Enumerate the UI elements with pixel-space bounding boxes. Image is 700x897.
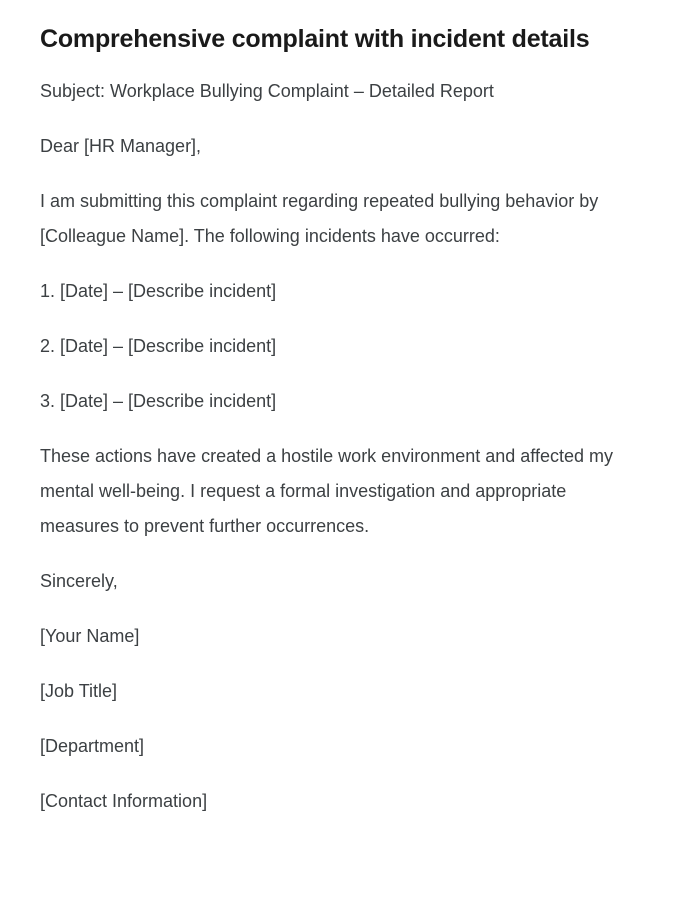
signature-name: [Your Name] [40,626,140,646]
letter-body [40,74,660,819]
subject-line: Subject: Workplace Bullying Complaint – Detailed Report [40,81,494,101]
signoff: Sincerely, [40,571,118,591]
signature-job-title: [Job Title] [40,681,118,701]
intro-paragraph: I am submitting this complaint regarding repeated bullying behavior by [Colleague Name]. The following incidents have occurred: [40,191,599,246]
incident-item-1: 1. [Date] – [Describe incident] [40,281,277,301]
page-title: Comprehensive complaint with incident details [40,25,590,53]
incident-item-3: 3. [Date] – [Describe incident] [40,391,277,411]
closing-paragraph: These actions have created a hostile work environment and affected my mental well-being. I request a formal investigation and appropriate measures to prevent further occurrences. [40,446,613,536]
signature-department: [Department] [40,736,145,756]
incident-item-2: 2. [Date] – [Describe incident] [40,336,277,356]
salutation: Dear [HR Manager], [40,136,202,156]
signature-contact-information: [Contact Information] [40,791,208,811]
